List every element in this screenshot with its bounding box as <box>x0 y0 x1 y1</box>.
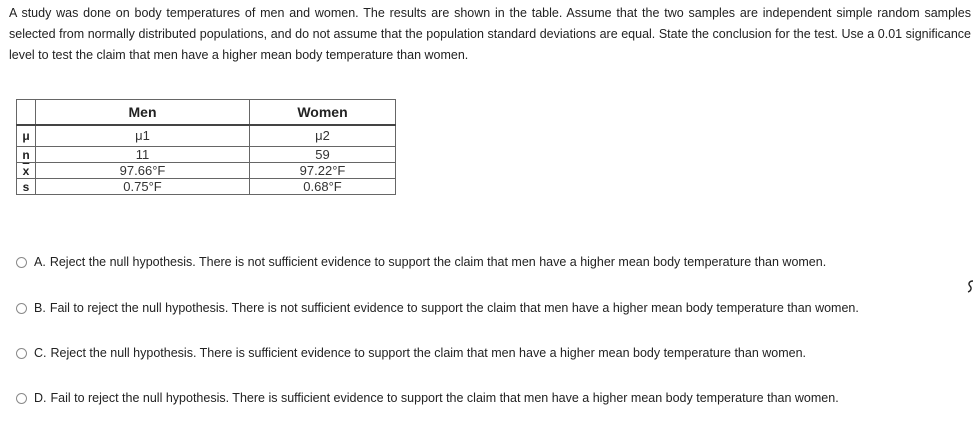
option-d[interactable] <box>16 391 839 405</box>
option-text: Reject the null hypothesis. There is sufficient evidence to support the claim that men have a higher mean body temperature than women. <box>50 346 807 360</box>
cell-women-s: 0.68°F <box>250 179 396 195</box>
column-header-women: Women <box>250 100 396 126</box>
row-label-n: n <box>17 147 36 163</box>
row-label-s: s <box>17 179 36 195</box>
cell-women-xbar: 97.22°F <box>250 163 396 179</box>
option-a[interactable] <box>16 255 826 269</box>
cell-men-xbar: 97.66°F <box>36 163 250 179</box>
option-letter: B. <box>34 301 46 315</box>
radio-button-icon[interactable] <box>16 303 27 314</box>
temperature-table <box>16 99 396 195</box>
cell-men-mu: μ1 <box>36 125 250 147</box>
option-b[interactable] <box>16 301 859 315</box>
option-text: Fail to reject the null hypothesis. There is not sufficient evidence to support the claim that men have a higher mean body temperature than women. <box>49 301 859 315</box>
cursor-icon <box>966 279 975 295</box>
option-letter: A. <box>34 255 46 269</box>
option-text: Reject the null hypothesis. There is not sufficient evidence to support the claim that men have a higher mean body temperature than women. <box>49 255 827 269</box>
cell-men-n: 11 <box>36 147 250 163</box>
radio-button-icon[interactable] <box>16 257 27 268</box>
cell-women-mu: μ2 <box>250 125 396 147</box>
option-c[interactable] <box>16 346 806 360</box>
table-header-row <box>17 100 396 126</box>
option-text: Fail to reject the null hypothesis. There is sufficient evidence to support the claim that men have a higher mean body temperature than women. <box>50 391 839 405</box>
radio-button-icon[interactable] <box>16 348 27 359</box>
row-label-xbar: $\overline{x}$ <box>17 163 36 179</box>
table-row-n <box>17 147 396 163</box>
row-label-mu: μ <box>17 125 36 147</box>
option-letter: C. <box>34 346 47 360</box>
table-row-mu <box>17 125 396 147</box>
column-header-men: Men <box>36 100 250 126</box>
table-row-s <box>17 179 396 195</box>
table-row-xbar <box>17 163 396 179</box>
cell-men-s: 0.75°F <box>36 179 250 195</box>
question-text: A study was done on body temperatures of men and women. The results are shown in the table. Assume that the two samples are independent simple random samples selected from normally distributed populations, and do not assume that the population standard deviations are equal. State the conclusion for the test. Use a 0.01 significance level to test the claim that men have a higher mean body temperature than women. <box>9 6 971 62</box>
option-letter: D. <box>34 391 47 405</box>
cell-women-n: 59 <box>250 147 396 163</box>
table-corner-cell <box>17 100 36 126</box>
radio-button-icon[interactable] <box>16 393 27 404</box>
